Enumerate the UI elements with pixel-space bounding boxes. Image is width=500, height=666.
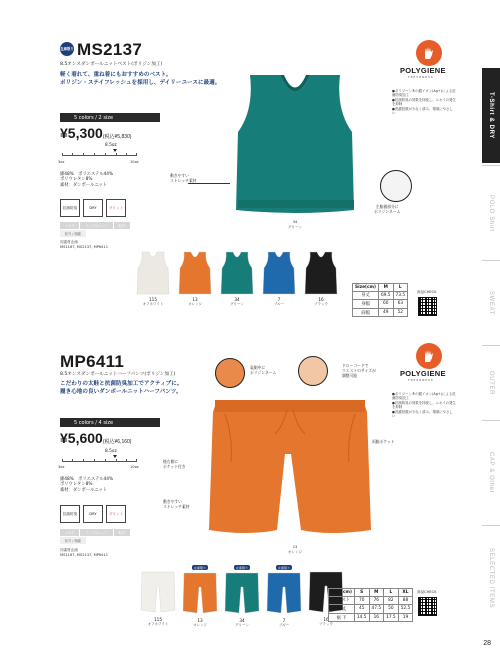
feature-icons-2 [60,505,126,523]
weight-ruler [62,151,137,161]
catch-copy: 軽く着れて、重ね着にもおすすめのベスト。 ポリジン・ステイフレッシュを採用し、デイリーユースに最適。 [60,72,221,86]
size-header: XL [398,589,413,597]
size-table-2 [328,588,413,622]
size-cell: 76 [369,596,384,605]
swatch-number: 115 [149,297,157,302]
size-cell: 47.5 [369,605,384,614]
swatch-name: ブルー [273,302,285,306]
antibacterial-icon: 抗菌防臭 [60,505,80,523]
print-method-note: 転写 / 刺繍 [60,230,86,237]
ruler-max: 10oz [130,160,139,164]
swatch-number: 16 [318,297,324,302]
swatch-number: 13 [197,618,203,623]
swatch-34[interactable] [219,250,255,307]
swatch-name: オレンジ [188,302,202,306]
table-row [353,308,408,317]
swatch-number: 34 [234,297,240,302]
callout-cord: ドローコードで ウエストのサイズが 調整可能 [342,363,376,378]
side-divider [482,525,500,526]
print-silk: シルク [60,222,79,229]
size-cell: 49 [378,308,393,317]
print-icon: プリント [106,505,126,523]
qr-label: 商品CHECK [417,290,437,294]
swatch-7[interactable] [261,250,297,307]
antibacterial-icon: 抗菌防臭 [60,199,80,217]
tag-detail-image [380,170,412,202]
size-header: L [384,589,399,597]
ruler-min-2: 3oz [58,465,65,469]
size-cell: 52.5 [398,605,413,614]
print-methods [60,222,130,229]
swatch-number: 13 [192,297,198,302]
size-cell: 45 [354,605,369,614]
product-code-2: MP6411 [60,352,125,371]
fabric-info-2: 綿48% ポリエステル44% ポリウレタン8% 素材：ダンボールニット [60,477,114,493]
product-subtitle: 8.5オンスダンボールニットベスト(ポリジン加工) [60,62,163,67]
related-items-2: 同素材企画 MS1167, MS2137, MP6411 [60,548,109,557]
color-swatches [135,250,339,307]
polygiene-hand-icon [416,40,442,66]
swatch-name: オレンジ [193,623,207,627]
size-cell: ウエスト [329,596,355,605]
side-tab-tshirt[interactable]: T-Shirt & DRY [482,68,500,163]
size-cell: 身丈 [353,291,379,300]
print-methods-4: 転写 / 刺繍 [60,537,86,544]
price: ¥5,300(税込¥5,830) [60,125,132,141]
table-row [353,300,408,309]
table-row [353,291,408,300]
cord-detail-image [298,356,328,386]
side-tab-selected[interactable]: SELECTED ITEMS [488,547,494,609]
print-methods-3: シルク インクジェット 転写 [60,529,130,536]
callout-stretch: 動きやすい ストレッチ素材 [170,173,197,183]
dry-icon: DRY [83,199,103,217]
size-cell: 73.5 [393,291,408,300]
page-number: 28 [483,640,491,647]
price-2: ¥5,600(税込¥6,160) [60,430,132,446]
swatch-13[interactable] [177,250,213,307]
size-table [352,283,408,317]
swatch-name: ブラック [314,302,328,306]
qr-label-2: 商品CHECK [417,590,437,594]
size-cell: 肩幅 [353,308,379,317]
side-tab-polo[interactable]: POLO Shirt [488,194,494,232]
hero-color-2: 13 オレンジ [287,545,303,554]
callout-pocket: 後右側に ポケット付き [163,459,186,469]
size-cell: 裾 下 [329,613,355,622]
tag-detail-image-2 [215,358,245,388]
size-header: M [369,589,384,597]
colors-label: 5 colors / 2 size [60,113,160,122]
polygiene-logo: POLYGIENE FRESHNESS [400,40,460,79]
vest-image [220,70,370,220]
ruler-max-2: 10oz [130,465,139,469]
table-row [329,605,413,614]
swatch-name: オフホワイト [147,622,169,626]
shorts-image [205,392,375,542]
swatch-34[interactable] [224,565,260,628]
callout-line [188,183,230,184]
size-header: Size(cm) [329,589,355,597]
weight-value: 8.5oz [105,143,117,148]
polygiene-bullets: ●ポリジーン®の銀イオン(Ag+)による抗菌防臭加工 ●抗菌防臭の効果を持続し、ニオイの発生を抑制 ●洗濯回数が少なく済み、環境にやさしい [392,89,456,116]
catch-copy-2: こだわりの太畦と抗菌防臭加工でアクティブに。 履き心地の良いダンボールニットハーフパンツ。 [60,381,183,395]
swatch-name: ブラック [319,622,333,626]
swatch-name: グリーン [235,623,249,627]
size-header: L [393,284,408,292]
swatch-name: オフホワイト [142,302,164,306]
swatch-name: グリーン [230,302,244,306]
polygiene-hand-icon [416,343,442,369]
size-cell: 82 [384,596,399,605]
side-tab-sweat[interactable]: SWEAT [488,291,494,315]
weight-value-2: 8.5oz [105,449,117,454]
swatch-115[interactable] [140,565,176,628]
print-transfer: 転写 [114,222,130,229]
size-cell: 63 [393,300,408,309]
color-swatches-2 [140,565,344,628]
print-inkjet: インクジェット [80,222,112,229]
stock-badge: 在庫限り [60,42,74,56]
polygiene-logo-2: POLYGIENE FRESHNESS [400,343,460,382]
size-cell: 股 丈 [329,605,355,614]
hero-color: 34 グリーン [287,220,303,229]
side-tab-cap[interactable]: CAP & Other [488,452,494,494]
related-items: 同素材企画 MS1167, MS2137, MP6411 [60,240,109,249]
stock-tag: 在庫限り [235,565,248,570]
fabric-info: 綿48% ポリエステル44% ポリウレタン8% 素材：ダンボールニット [60,172,114,188]
size-header: M [378,284,393,292]
callout-name: 裏側中に ポリジンネーム [250,365,277,375]
side-tab-outer[interactable]: OUTER [488,371,494,395]
table-row [329,596,413,605]
qr-code-2[interactable] [418,597,437,616]
swatch-number: 115 [154,617,162,622]
weight-ruler-2 [62,457,137,467]
side-divider [482,260,500,261]
size-cell: 16 [369,613,384,622]
size-cell: 17.5 [384,613,399,622]
size-header: S [354,589,369,597]
size-header: Size(cm) [353,284,379,292]
swatch-number: 7 [277,297,281,302]
swatch-16[interactable] [303,250,339,307]
stock-tag: 在庫限り [193,565,206,570]
size-cell: 69.5 [378,291,393,300]
qr-code[interactable] [418,297,437,316]
product-code: MS2137 [77,40,143,59]
print-icon: プリント [106,199,126,217]
size-cell: 身幅 [353,300,379,309]
swatch-115[interactable] [135,250,171,307]
swatch-7[interactable] [266,565,302,628]
size-cell: 60 [378,300,393,309]
feature-icons [60,199,126,217]
size-cell: 19 [398,613,413,622]
size-cell: 52 [393,308,408,317]
size-cell: 88 [398,596,413,605]
swatch-13[interactable] [182,565,218,628]
swatch-number: 16 [323,617,329,622]
size-cell: 50 [384,605,399,614]
side-divider [482,420,500,421]
side-divider [482,345,500,346]
table-row [329,613,413,622]
callout-stretch-2: 動きやすい ストレッチ素材 [163,499,190,509]
print-methods-2 [60,230,86,237]
stock-tag: 在庫限り [277,565,290,570]
ruler-min: 3oz [58,160,65,164]
callout-tag: 左脇裾部分に ポリジンネーム [374,204,401,214]
product-subtitle-2: 8.5オンスダンボールニットハーフパンツ(ポリジン加工) [60,372,176,377]
size-cell: 70 [354,596,369,605]
dry-icon: DRY [83,505,103,523]
polygiene-bullets-2: ●ポリジーン®の銀イオン(Ag+)による抗菌防臭加工 ●抗菌防臭の効果を持続し、ニオイの発生を抑制 ●洗濯回数が少なく済み、環境にやさしい [392,392,456,419]
swatch-number: 34 [239,618,245,623]
callout-side-pocket: 両脇ポケット [372,439,395,444]
colors-label-2: 5 colors / 4 size [60,418,160,427]
swatch-name: ブルー [278,623,290,627]
size-cell: 14.5 [354,613,369,622]
side-divider [482,165,500,166]
swatch-number: 7 [282,618,286,623]
